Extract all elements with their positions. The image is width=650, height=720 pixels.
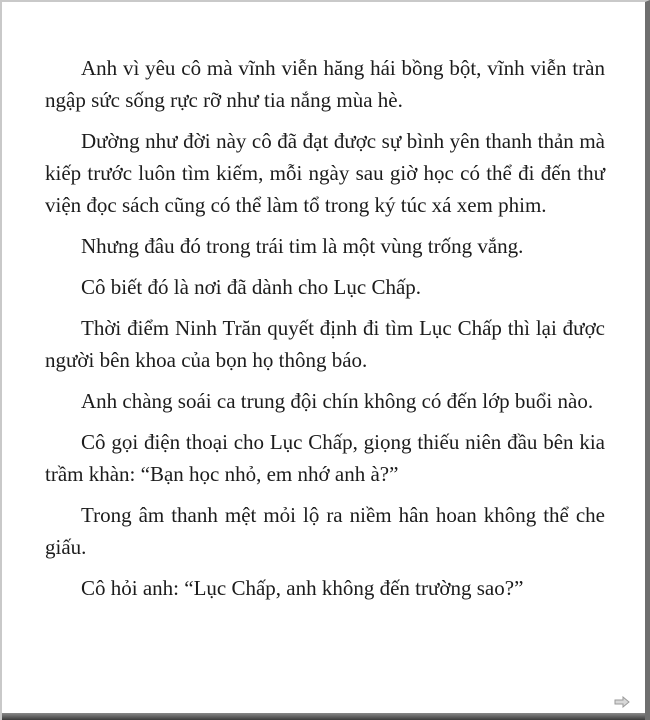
paragraph: Thời điểm Ninh Trăn quyết định đi tìm Lục Chấp thì lại được người bên khoa của bọn họ thông báo. — [45, 316, 605, 372]
paragraph: Anh vì yêu cô mà vĩnh viễn hăng hái bồng bột, vĩnh viễn tràn ngập sức sống rực rỡ như tia nắng mùa hè. — [45, 56, 605, 112]
paragraph: Cô gọi điện thoại cho Lục Chấp, giọng thiếu niên đầu bên kia trầm khàn: “Bạn học nhỏ, em nhớ anh à?” — [45, 430, 605, 486]
paragraph: Cô hỏi anh: “Lục Chấp, anh không đến trường sao?” — [81, 576, 524, 600]
arrow-right-icon — [614, 696, 630, 708]
paragraph: Nhưng đâu đó trong trái tim là một vùng trống vắng. — [81, 234, 524, 258]
paragraph: Trong âm thanh mệt mỏi lộ ra niềm hân hoan không thể che giấu. — [45, 503, 605, 559]
paragraph: Anh chàng soái ca trung đội chín không có đến lớp buổi nào. — [81, 389, 594, 413]
paragraph: Cô biết đó là nơi đã dành cho Lục Chấp. — [81, 275, 422, 299]
page-content — [45, 52, 605, 613]
viewer-bottom-border — [2, 713, 645, 720]
paragraph: Dường như đời này cô đã đạt được sự bình yên thanh thản mà kiếp trước luôn tìm kiếm, mỗi ngày sau giờ học có thể đi đến thư viện đọc sách cũng có thể làm tổ trong ký túc xá xem phim. — [45, 129, 605, 217]
next-page-arrow-icon[interactable] — [614, 695, 630, 707]
